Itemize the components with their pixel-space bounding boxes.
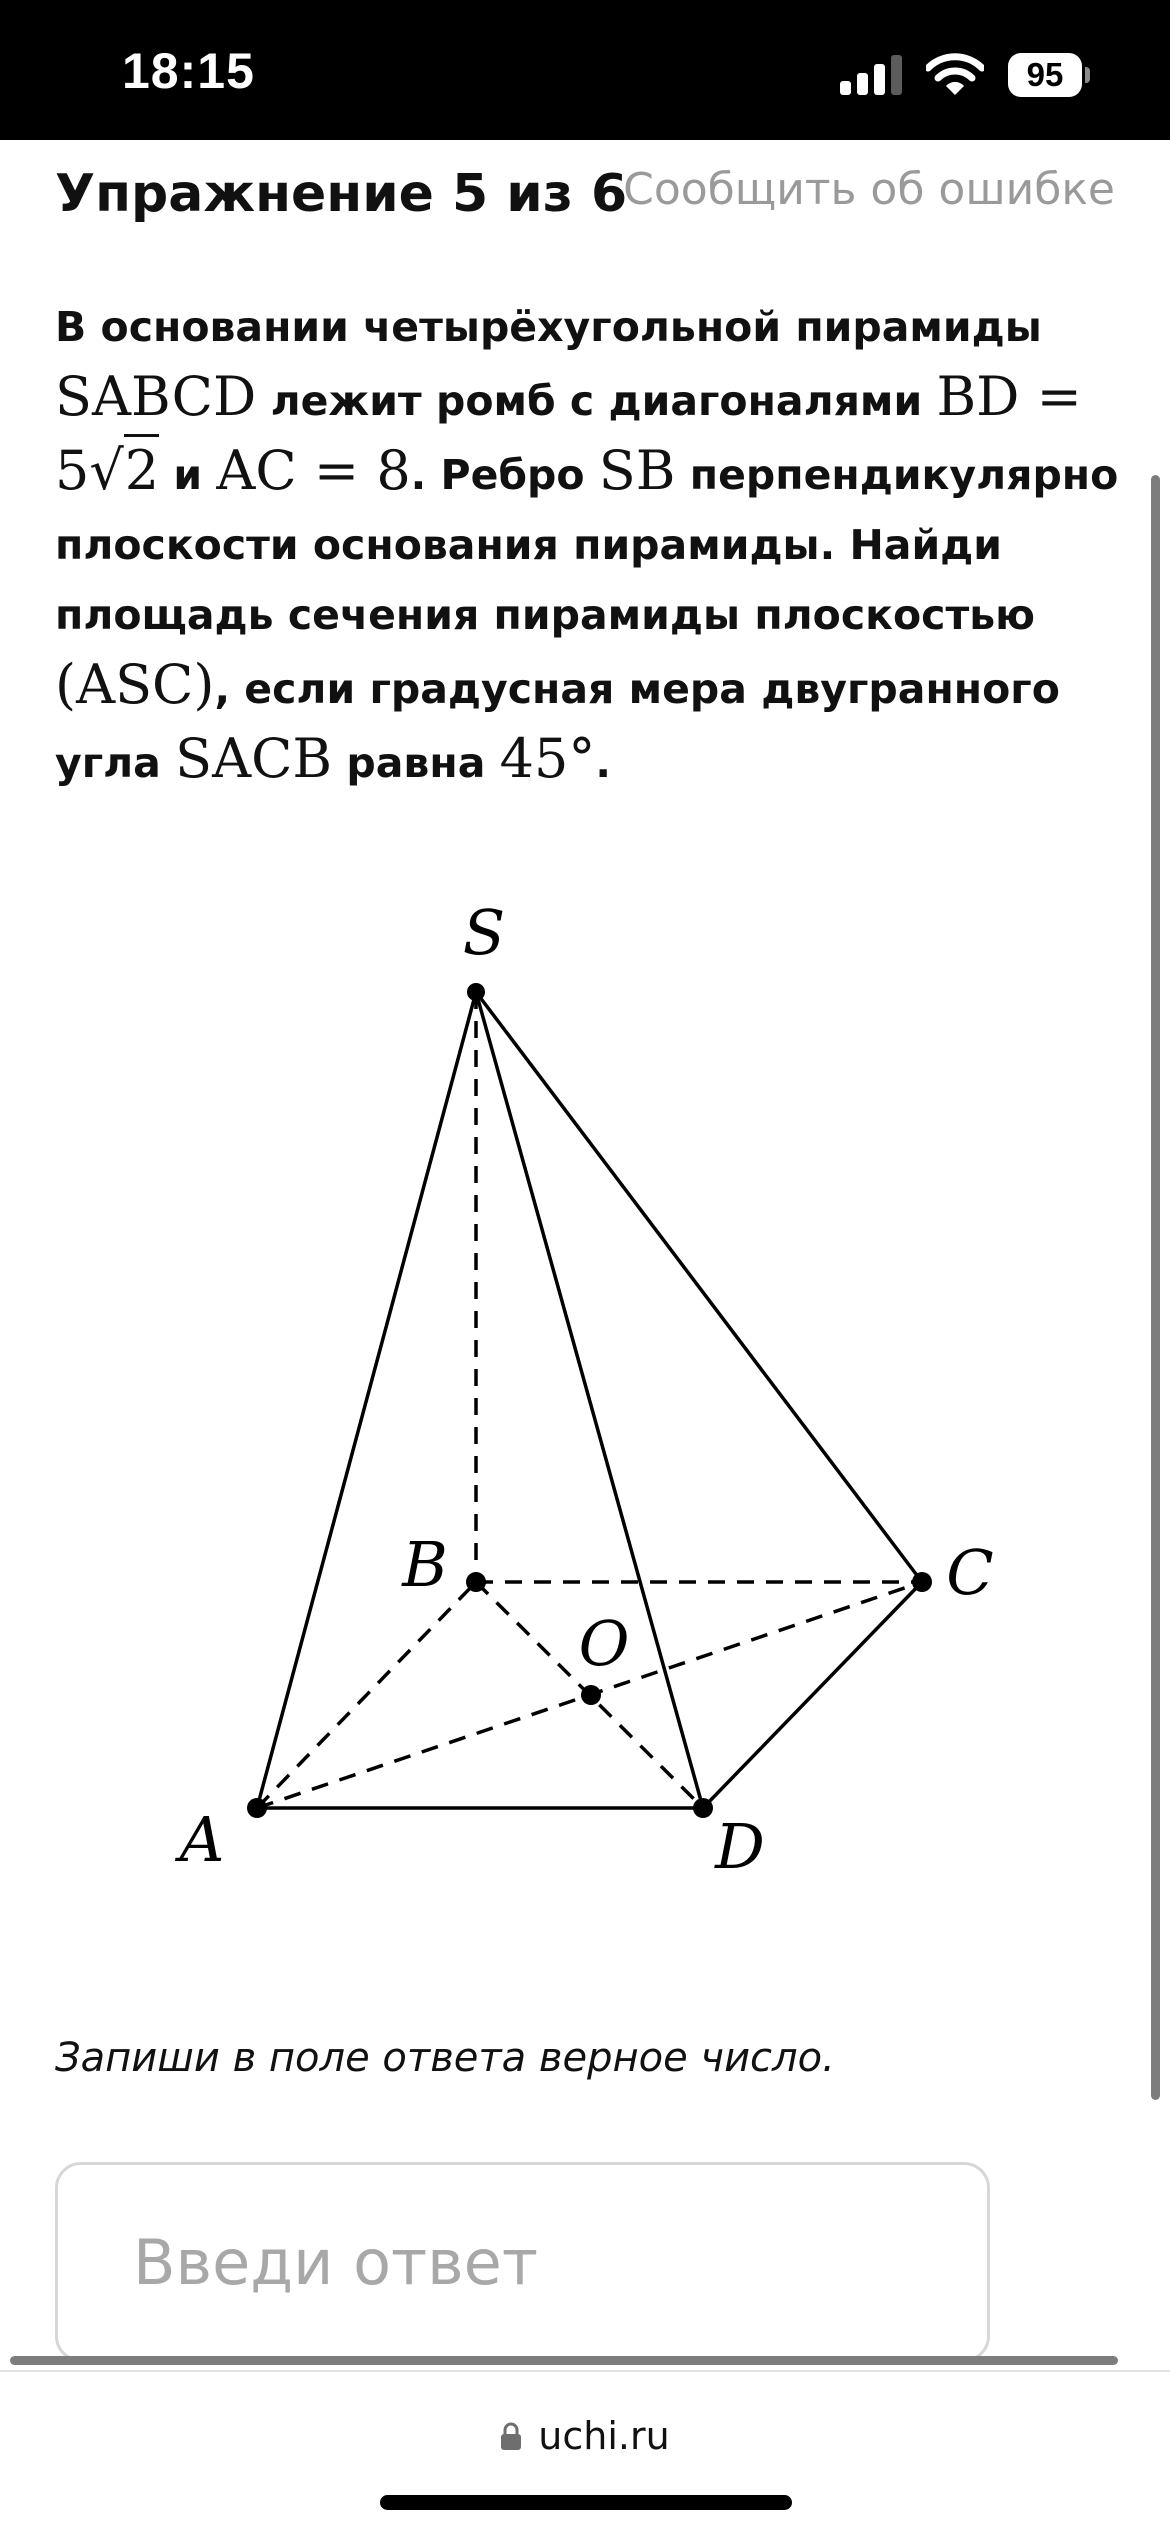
pyramid-figure [0, 860, 1170, 1910]
edge-dc [703, 1582, 922, 1808]
point-a [247, 1798, 267, 1818]
home-indicator[interactable] [380, 2495, 792, 2510]
math-plane: (ASC) [55, 653, 215, 716]
horizontal-scrollbar[interactable] [10, 2356, 1118, 2365]
battery-level: 95 [1008, 53, 1082, 97]
problem-text-part: лежит ромб с диагоналями [256, 377, 937, 425]
sqrt-icon: √ [89, 439, 124, 502]
math-ac: AC = 8 [216, 439, 411, 502]
point-o [581, 1685, 601, 1705]
math-radicand: 2 [124, 434, 159, 502]
vertical-scrollbar[interactable] [1151, 475, 1160, 2100]
status-bar [0, 0, 1170, 140]
math-angle-value: 45° [499, 727, 596, 790]
report-error-link[interactable]: Сообщить об ошибке [623, 164, 1115, 215]
math-dihedral-angle: SACB [175, 727, 333, 790]
battery-icon [1008, 53, 1090, 97]
problem-text-part: . [595, 739, 611, 787]
problem-text-part: , если градусная мера двугранного угла [55, 665, 1060, 787]
label-a: A [179, 1803, 225, 1876]
label-s: S [462, 896, 506, 969]
status-icons [840, 50, 1090, 100]
lock-icon [500, 2421, 522, 2451]
point-d [693, 1798, 713, 1818]
problem-text-part: В основании четырёхугольной пирамиды [55, 303, 1042, 351]
url-text[interactable]: uchi.ru [538, 2414, 670, 2458]
signal-icon [840, 55, 902, 95]
page-title: Упражнение 5 из 6 [55, 164, 628, 224]
problem-text-part: . Ребро [410, 451, 599, 499]
point-b [466, 1572, 486, 1592]
url-row[interactable] [0, 2414, 1170, 2458]
status-time: 18:15 [122, 43, 255, 99]
battery-tip [1085, 67, 1090, 83]
problem-text-part: перпендикулярно плоскости основания пирамиды. Найди площадь сечения пирамиды плоскостью [55, 451, 1119, 639]
edge-sc [476, 992, 922, 1582]
point-s [467, 983, 485, 1001]
label-o: O [578, 1607, 630, 1680]
wifi-icon [926, 53, 984, 97]
label-b: B [402, 1528, 448, 1601]
math-bd-value: BD = 5 [55, 365, 1082, 502]
edge-ab [257, 1582, 476, 1808]
problem-text-part: равна [332, 739, 500, 787]
label-d: D [715, 1810, 765, 1883]
math-sb: SB [598, 439, 676, 502]
answer-input[interactable] [55, 2162, 990, 2362]
problem-text [55, 292, 1125, 798]
edge-sa [257, 992, 476, 1808]
exercise-header [55, 160, 1115, 240]
label-c: C [946, 1536, 994, 1609]
problem-text-part: и [159, 451, 217, 499]
answer-instruction: Запиши в поле ответа верное число. [55, 2035, 835, 2081]
point-c [912, 1572, 932, 1592]
math-pyramid: SABCD [55, 365, 257, 428]
